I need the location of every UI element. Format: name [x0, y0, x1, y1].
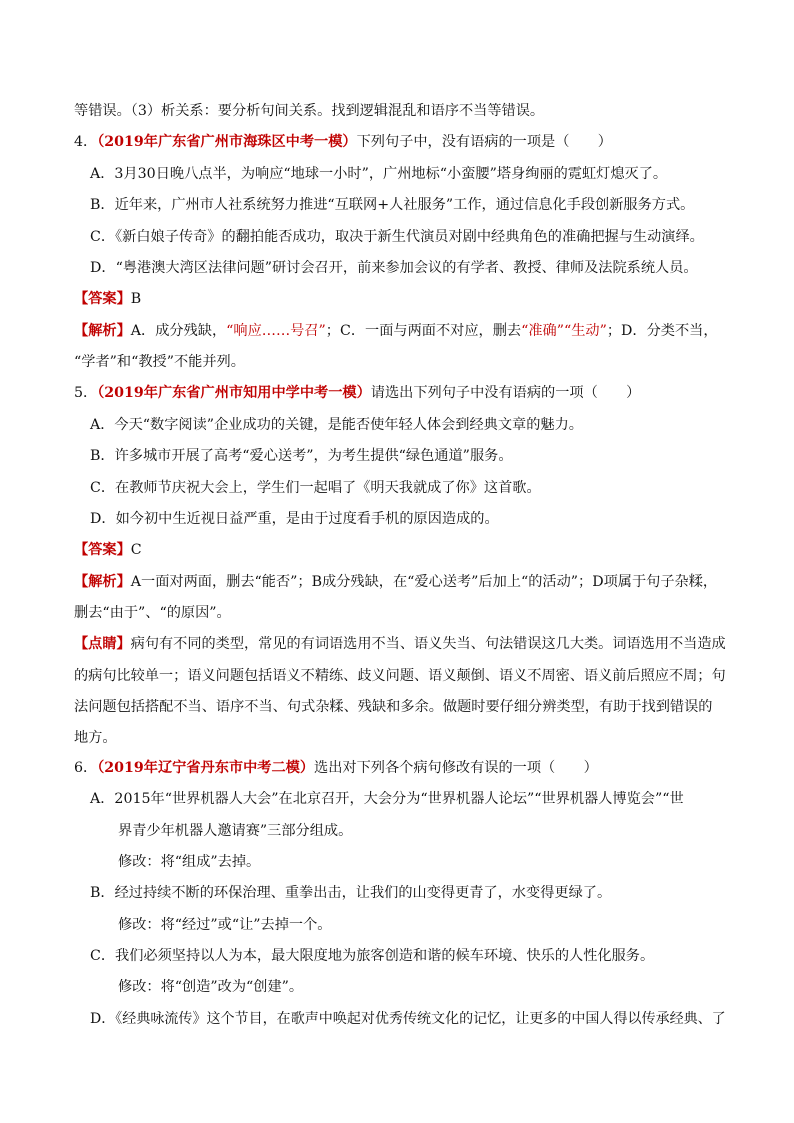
option-a-fix: 修改：将“组成”去掉。 [118, 854, 261, 870]
analysis-text: ；D．分类不当， [606, 323, 718, 339]
option-d: D．《经典咏流传》这个节目，在歌声中唤起对优秀传统文化的记忆，让更多的中国人得以传承经典、了 [90, 1011, 726, 1027]
answer-value: B [130, 291, 142, 307]
intro-line: 等错误。（3）析关系：要分析句间关系。找到逻辑混乱和语序不当等错误。 [74, 103, 545, 119]
option-a: A．3月30日晚八点半，为响应“地球一小时”，广州地标“小蛮腰”塔身绚丽的霓虹灯熄灭了。 [90, 166, 668, 182]
question-stem: 请选出下列句子中没有语病的一项（ ） [370, 385, 641, 401]
analysis-line [74, 321, 718, 341]
question-stem: 下列句子中，没有语病的一项是（ ） [356, 134, 612, 150]
question-5-header [74, 383, 640, 403]
tip-line: 地方。 [74, 730, 117, 746]
option-d: D．如今初中生近视日益严重，是由于过度看手机的原因造成的。 [90, 511, 499, 527]
analysis-line [74, 572, 717, 592]
option-a: A．今天“数字阅读”企业成功的关键，是能否使年轻人体会到经典文章的魅力。 [90, 417, 583, 433]
analysis-text: A一面对两面，删去“能否”；B成分残缺，在“爱心送考”后加上“的活动”；D项属于句子杂糅， [130, 574, 718, 590]
option-b: B．经过持续不断的环保治理、重拳出击，让我们的山变得更青了，水变得更绿了。 [90, 885, 612, 901]
answer-line [74, 289, 141, 309]
question-6-header [74, 758, 598, 778]
analysis-line: “学者”和“教授”不能并列。 [74, 354, 245, 370]
analysis-highlight: “响应……号召” [226, 323, 326, 339]
tip-line: 的病句比较单一；语义问题包括语义不精练、歧义问题、语义颠倒、语义不周密、语义前后照应不周；句 [74, 668, 726, 684]
option-a: A．2015年“世界机器人大会”在北京召开，大会分为“世界机器人论坛”“世界机器人博览会”“世 [90, 791, 684, 807]
analysis-label: 【解析】 [74, 574, 131, 590]
question-source: （2019年广东省广州市海珠区中考一模） [97, 134, 357, 150]
question-number: 6． [74, 760, 98, 776]
tip-text: 病句有不同的类型，常见的有词语选用不当、语义失当、句法错误这几大类。词语选用不当造成 [130, 636, 726, 652]
analysis-highlight: “准确” [521, 323, 564, 339]
question-source: （2019年广东省广州市知用中学中考一模） [97, 385, 371, 401]
option-b-fix: 修改：将“经过”或“让”去掉一个。 [118, 917, 332, 933]
analysis-label: 【解析】 [74, 323, 131, 339]
option-b: B．许多城市开展了高考“爱心送考”，为考生提供“绿色通道”服务。 [90, 448, 513, 464]
tip-line [74, 634, 726, 654]
option-c: C．《新白娘子传奇》的翻拍能否成功，取决于新生代演员对剧中经典角色的准确把握与生动演绎。 [90, 229, 704, 245]
question-4-header [74, 132, 612, 152]
question-stem: 选出对下列各个病句修改有误的一项（ ） [314, 760, 598, 776]
answer-label: 【答案】 [74, 542, 131, 558]
analysis-highlight: “生动” [563, 323, 607, 339]
tip-line: 法问题包括搭配不当、语序不当、句式杂糅、残缺和多余。做题时要仔细分辨类型，有助于找到错误的 [74, 699, 713, 715]
answer-label: 【答案】 [74, 291, 131, 307]
answer-value: C [130, 542, 142, 558]
option-d: D．“粤港澳大湾区法律问题”研讨会召开，前来参加会议的有学者、教授、律师及法院系统人员。 [90, 260, 698, 276]
analysis-line: 删去“由于”、“的原因”。 [74, 605, 231, 621]
answer-line [74, 540, 142, 560]
option-c: C．我们必须坚持以人为本，最大限度地为旅客创造和谐的候车环境、快乐的人性化服务。 [90, 948, 655, 964]
option-c: C．在教师节庆祝大会上，学生们一起唱了《明天我就成了你》这首歌。 [90, 480, 541, 496]
option-c-fix: 修改：将“创造”改为“创建”。 [118, 979, 304, 995]
tip-label: 【点睛】 [74, 636, 131, 652]
option-b: B．近年来，广州市人社系统努力推进“互联网+人社服务”工作，通过信息化手段创新服务方式。 [90, 197, 695, 213]
question-number: 4． [74, 134, 98, 150]
question-source: （2019年辽宁省丹东市中考二模） [97, 760, 315, 776]
option-a-cont: 界青少年机器人邀请赛”三部分组成。 [118, 823, 353, 839]
analysis-text: ；C．一面与两面不对应，删去 [325, 323, 522, 339]
analysis-text: A．成分残缺， [130, 323, 227, 339]
question-number: 5． [74, 385, 98, 401]
